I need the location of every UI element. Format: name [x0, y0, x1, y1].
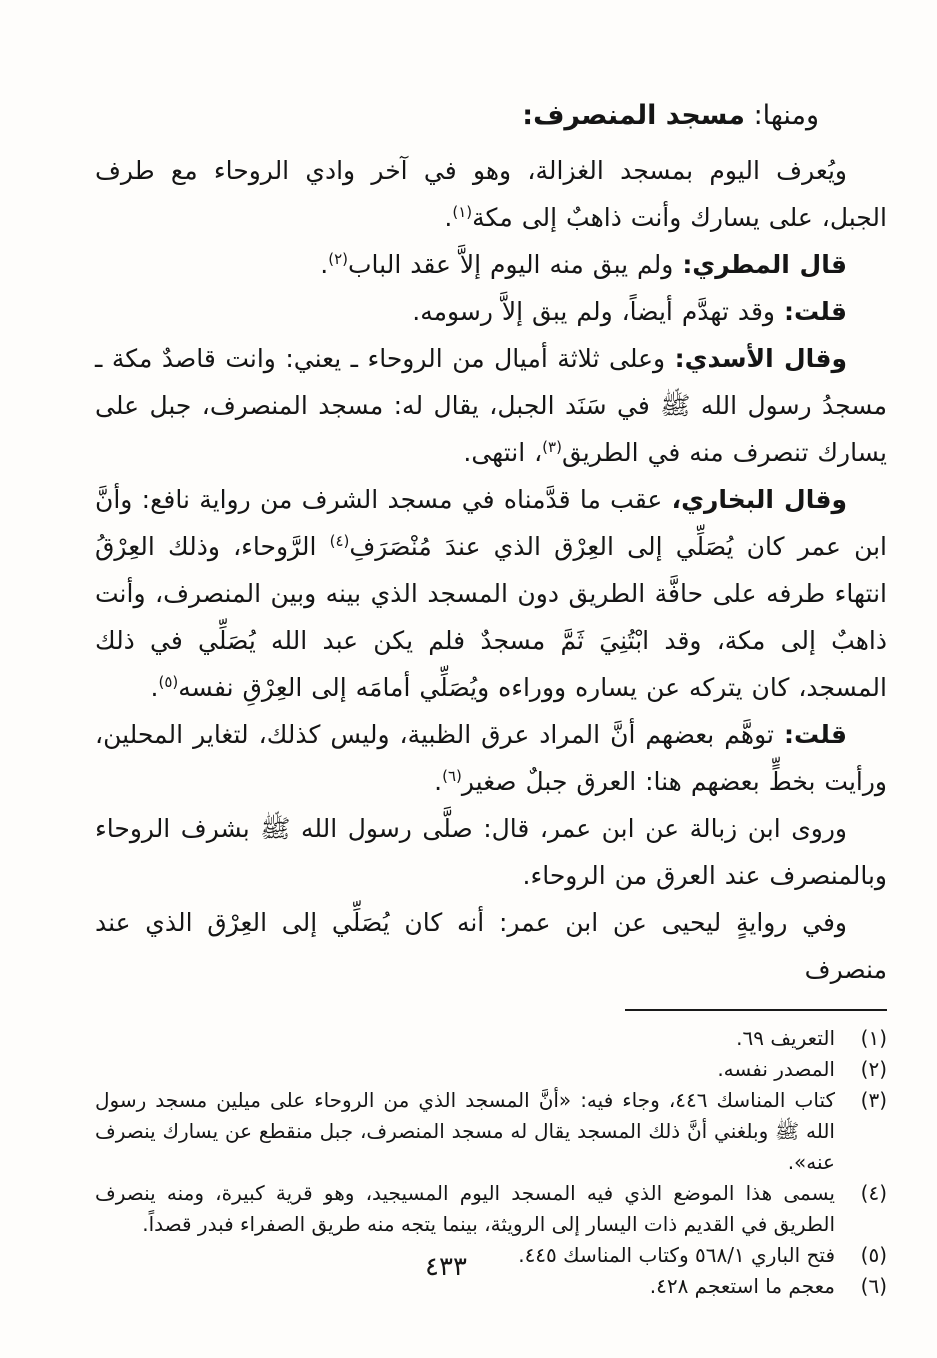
text-run: ويُعرف اليوم بمسجد الغزالة، وهو في آخر وادي الروحاء مع طرف الجبل، على يسارك وأنت ذاهبٌ إلى مكة [95, 156, 887, 232]
footnote-text: كتاب المناسك ٤٤٦، وجاء فيه: «أنَّ المسجد الذي من الروحاء على ميلين مسجد رسول الله ﷺ وبلغني أنَّ ذلك المسجد يقال له مسجد المنصرف، جبل منقطع عن يسارك ينصرف عنه». [95, 1088, 835, 1174]
footnote-ref: (٣) [542, 438, 562, 456]
paragraph [95, 899, 887, 993]
text-run: وقد تهدَّم أيضاً، ولم يبق إلاَّ رسومه. [412, 297, 784, 326]
body-paragraphs [95, 147, 887, 993]
speaker-lead: قلت: [783, 297, 847, 326]
heading-title: مسجد المنصرف: [522, 100, 745, 131]
footnote-ref: (٢) [328, 250, 349, 268]
footnote-text: المصدر نفسه. [717, 1057, 835, 1081]
footnote-marker: (٤) [860, 1181, 887, 1205]
text-run: . [434, 767, 443, 796]
paragraph [95, 241, 887, 288]
speaker-lead: وقال البخاري، [671, 485, 847, 514]
text-run: . [320, 250, 329, 279]
footnote-marker: (٢) [860, 1057, 887, 1081]
paragraph [95, 711, 887, 805]
footnote-ref: (٤) [329, 532, 350, 550]
speaker-lead: قال المطري: [682, 250, 847, 279]
section-heading [95, 92, 887, 139]
footnote-marker: (٣) [860, 1088, 887, 1112]
text-run: وروى ابن زبالة عن ابن عمر، قال: صلَّى رسول الله ﷺ بشرف الروحاء وبالمنصرف عند العرق من الروحاء. [95, 814, 887, 890]
text-run: عقب ما قدَّمناه في مسجد الشرف من رواية نافع: وأنَّ ابن عمر كان يُصَلِّي إلى العِرْق الذي عندَ مُنْصَرَفِ [95, 485, 888, 561]
footnote-marker: (١) [860, 1026, 887, 1050]
footnote-ref: (٦) [442, 767, 462, 785]
speaker-lead: قلت: [783, 720, 847, 749]
text-run: . [444, 203, 453, 232]
footnote-separator [625, 1009, 887, 1011]
text-run: . [150, 673, 159, 702]
speaker-lead: وقال الأسدي: [674, 344, 847, 373]
paragraph [95, 805, 887, 899]
footnote [95, 1085, 887, 1178]
footnote-marker: (٦) [860, 1274, 887, 1298]
paragraph [95, 147, 887, 241]
paragraph [95, 288, 887, 335]
text-run: توهَّم بعضهم أنَّ المراد عرق الظبية، وليس كذلك، لتغاير المحلين، ورأيت بخطٍّ بعضهم هنا: العرق جبلٌ صغير [95, 720, 887, 796]
footnote-text: يسمى هذا الموضع الذي فيه المسجد اليوم المسيجيد، وهو قرية كبيرة، ومنه ينصرف الطريق في القديم ذات اليسار إلى الرويثة، بينما يتجه منه طريق الصفراء فبدر قصداً. [95, 1181, 835, 1236]
footnote-ref: (٥) [158, 673, 179, 691]
text-run: الرَّوحاء، وذلك العِرْقُ انتهاء طرفه على حافَّة الطريق دون المسجد الذي بينه وبين المنصرف، وأنت ذاهبٌ إلى مكة، وقد ابْتُنِيَ ثَمَّ مسجدٌ فلم يكن عبد الله يُصَلِّي في ذلك المسجد، كان يتركه عن يساره ووراءه ويُصَلِّي أمامَه إلى العِرْقِ نفسه [95, 532, 887, 702]
text-run: وفي روايةٍ ليحيى عن ابن عمر: أنه كان يُصَلِّي إلى العِرْق الذي عند منصرف [95, 908, 887, 984]
footnote [95, 1023, 887, 1054]
paragraph [95, 335, 887, 476]
footnote-ref: (١) [452, 203, 473, 221]
footnote [95, 1054, 887, 1085]
paragraph [95, 476, 887, 711]
footnote-text: معجم ما استعجم ٤٢٨. [649, 1274, 835, 1298]
page-number: ٤٣٣ [425, 1252, 467, 1282]
text-run: وعلى ثلاثة أميال من الروحاء ـ يعني: وانت قاصدٌ مكة ـ مسجدُ رسول الله ﷺ في سَنَد الجبل، يقال له: مسجد المنصرف، جبل على يسارك تنصرف منه في الطريق [95, 344, 887, 467]
footnote-text: فتح الباري ٥٦٨/١ وكتاب المناسك ٤٤٥. [518, 1243, 835, 1267]
text-run: ، انتهى. [463, 438, 543, 467]
text-run: ولم يبق منه اليوم إلاَّ عقد الباب [348, 250, 683, 279]
footnote-marker: (٥) [860, 1243, 887, 1267]
heading-prefix: ومنها: [745, 100, 819, 131]
footnote [95, 1178, 887, 1240]
footnote-text: التعريف ٦٩. [736, 1026, 835, 1050]
